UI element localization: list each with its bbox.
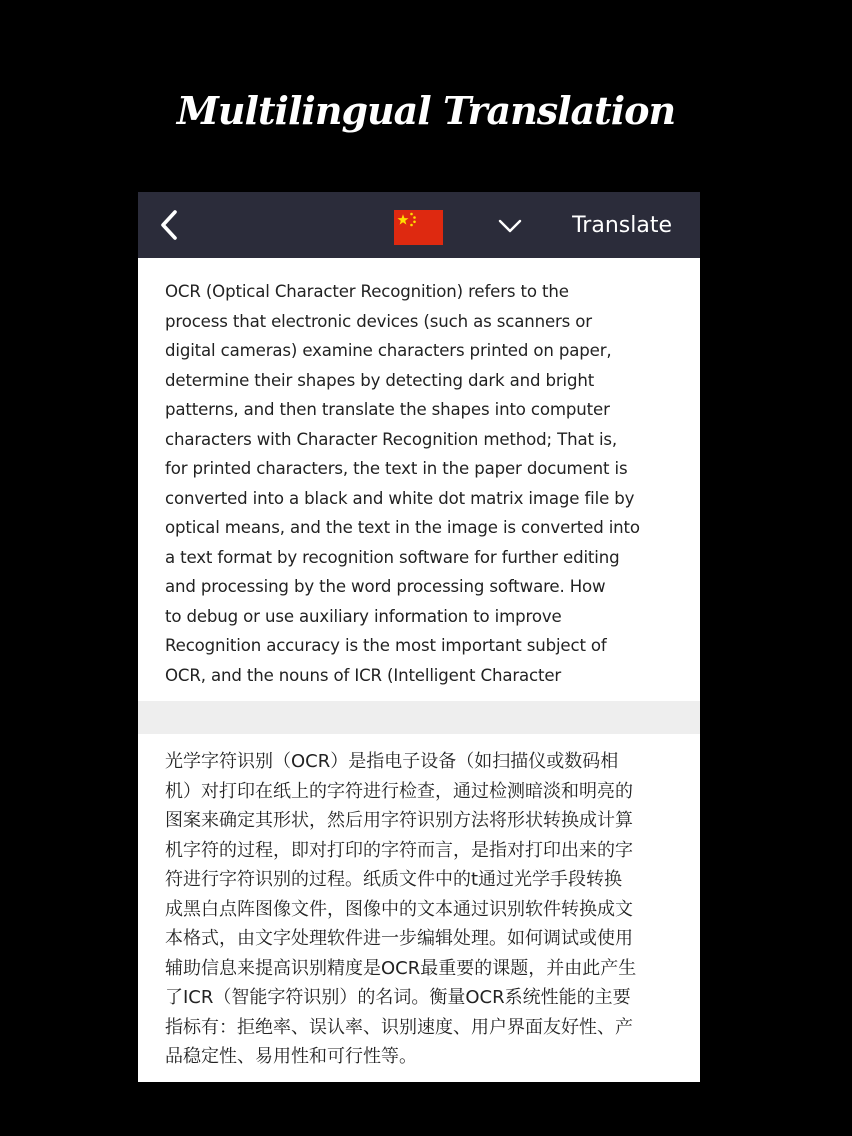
chevron-down-icon xyxy=(495,214,525,238)
source-text: OCR (Optical Character Recognition) refers to the process that electronic devices (such as scanners or digital cameras) examine characters printed on paper, determine their shapes by detecting dark and bright patterns, and then translate the shapes into computer characters with Character Recognition method; That is, for printed characters, the text in the paper document is converted into a black and white dot matrix image file by optical means, and the text in the image is converted into a text format by recognition software for further editing and processing by the word processing software. How to debug or use auxiliary information to improve Recognition accuracy is the most important subject of OCR, and the nouns of ICR (Intelligent Character xyxy=(165,282,640,685)
language-dropdown-button[interactable] xyxy=(495,214,525,238)
back-button[interactable] xyxy=(150,205,190,245)
page-title: Multilingual Translation xyxy=(176,88,676,133)
language-flag-button[interactable] xyxy=(394,210,443,245)
translation-screen xyxy=(138,192,700,1082)
translated-text: 光学字符识别（OCR）是指电子设备（如扫描仪或数码相 机）对打印在纸上的字符进行检查，通过检测暗淡和明亮的 图案来确定其形状，然后用字符识别方法将形状转换成计算 机字符的过程，即对打印的字符而言，是指对打印出来的字 符进行字符识别的过程。纸质文件中的t通过光学手段转换 成黑白点阵图像文件，图像中的文本通过识别软件转换成文 本格式，由文字处理软件进一步编辑处理。如何调试或使用 辅助信息来提高识别精度是OCR最重要的课题，并由此产生 了ICR（智能字符识别）的名词。衡量OCR系统性能的主要 指标有：拒绝率、误认率、识别速度、用户界面友好性、产 品稳定性、易用性和可行性等。 xyxy=(165,751,637,1067)
source-text-panel[interactable] xyxy=(138,258,700,701)
top-navigation-bar xyxy=(138,192,700,258)
translate-button[interactable]: Translate xyxy=(572,213,672,238)
panel-divider xyxy=(138,701,700,734)
china-flag-icon xyxy=(394,210,443,245)
translation-result-panel[interactable] xyxy=(138,734,700,1082)
chevron-left-icon xyxy=(150,205,190,245)
